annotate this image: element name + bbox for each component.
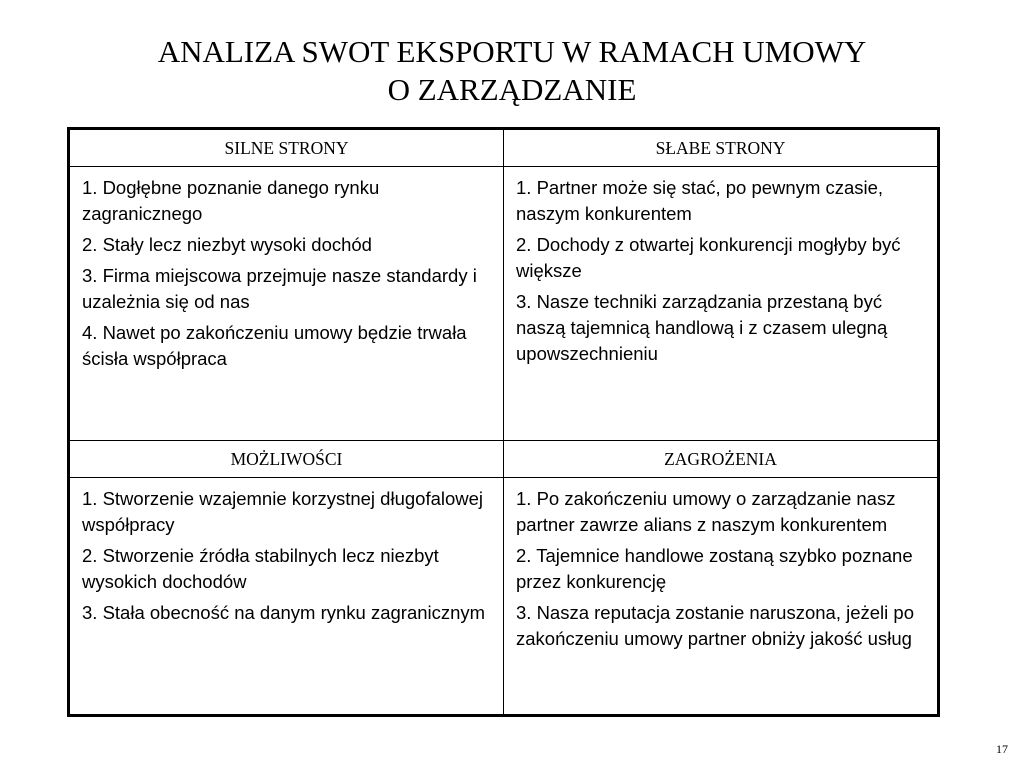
slide-title-line-2: O ZARZĄDZANIE bbox=[387, 71, 637, 107]
strength-item: 2. Stały lecz niezbyt wysoki dochód bbox=[82, 234, 372, 255]
slide-title-line-1: ANALIZA SWOT EKSPORTU W RAMACH UMOWY bbox=[157, 33, 867, 69]
swot-table bbox=[67, 127, 940, 717]
page-number: 17 bbox=[996, 742, 1008, 756]
weaknesses-header: SŁABE STRONY bbox=[504, 129, 939, 167]
weaknesses-cell bbox=[504, 167, 939, 441]
strength-item: 3. Firma miejscowa przejmuje nasze standardy i uzależnia się od nas bbox=[82, 265, 477, 312]
swot-header-row-top bbox=[69, 129, 939, 167]
weakness-item: 1. Partner może się stać, po pewnym czasie, naszym konkurentem bbox=[516, 177, 884, 224]
swot-header-row-bottom bbox=[69, 441, 939, 478]
swot-content-row-bottom bbox=[69, 478, 939, 716]
threats-header: ZAGROŻENIA bbox=[504, 441, 939, 478]
swot-content-row-top bbox=[69, 167, 939, 441]
opportunity-item: 3. Stała obecność na danym rynku zagranicznym bbox=[82, 602, 486, 623]
threat-item: 2. Tajemnice handlowe zostaną szybko poznane przez konkurencję bbox=[516, 545, 913, 592]
threat-item: 3. Nasza reputacja zostanie naruszona, jeżeli po zakończeniu umowy partner obniży jakość usług bbox=[516, 602, 914, 649]
weakness-item: 2. Dochody z otwartej konkurencji mogłyby być większe bbox=[516, 234, 901, 281]
strengths-header: SILNE STRONY bbox=[69, 129, 504, 167]
strength-item: 4. Nawet po zakończeniu umowy będzie trwała ścisła współpraca bbox=[82, 322, 467, 369]
strengths-cell bbox=[69, 167, 504, 441]
opportunities-cell bbox=[69, 478, 504, 716]
slide-title bbox=[0, 33, 1024, 109]
threat-item: 1. Po zakończeniu umowy o zarządzanie nasz partner zawrze alians z naszym konkurentem bbox=[516, 488, 896, 535]
strength-item: 1. Dogłębne poznanie danego rynku zagranicznego bbox=[82, 177, 380, 224]
opportunity-item: 2. Stworzenie źródła stabilnych lecz niezbyt wysokich dochodów bbox=[82, 545, 439, 592]
opportunity-item: 1. Stworzenie wzajemnie korzystnej długofalowej współpracy bbox=[82, 488, 484, 535]
opportunities-header: MOŻLIWOŚCI bbox=[69, 441, 504, 478]
weakness-item: 3. Nasze techniki zarządzania przestaną być naszą tajemnicą handlową i z czasem ulegną upowszechnieniu bbox=[516, 291, 888, 364]
threats-cell bbox=[504, 478, 939, 716]
